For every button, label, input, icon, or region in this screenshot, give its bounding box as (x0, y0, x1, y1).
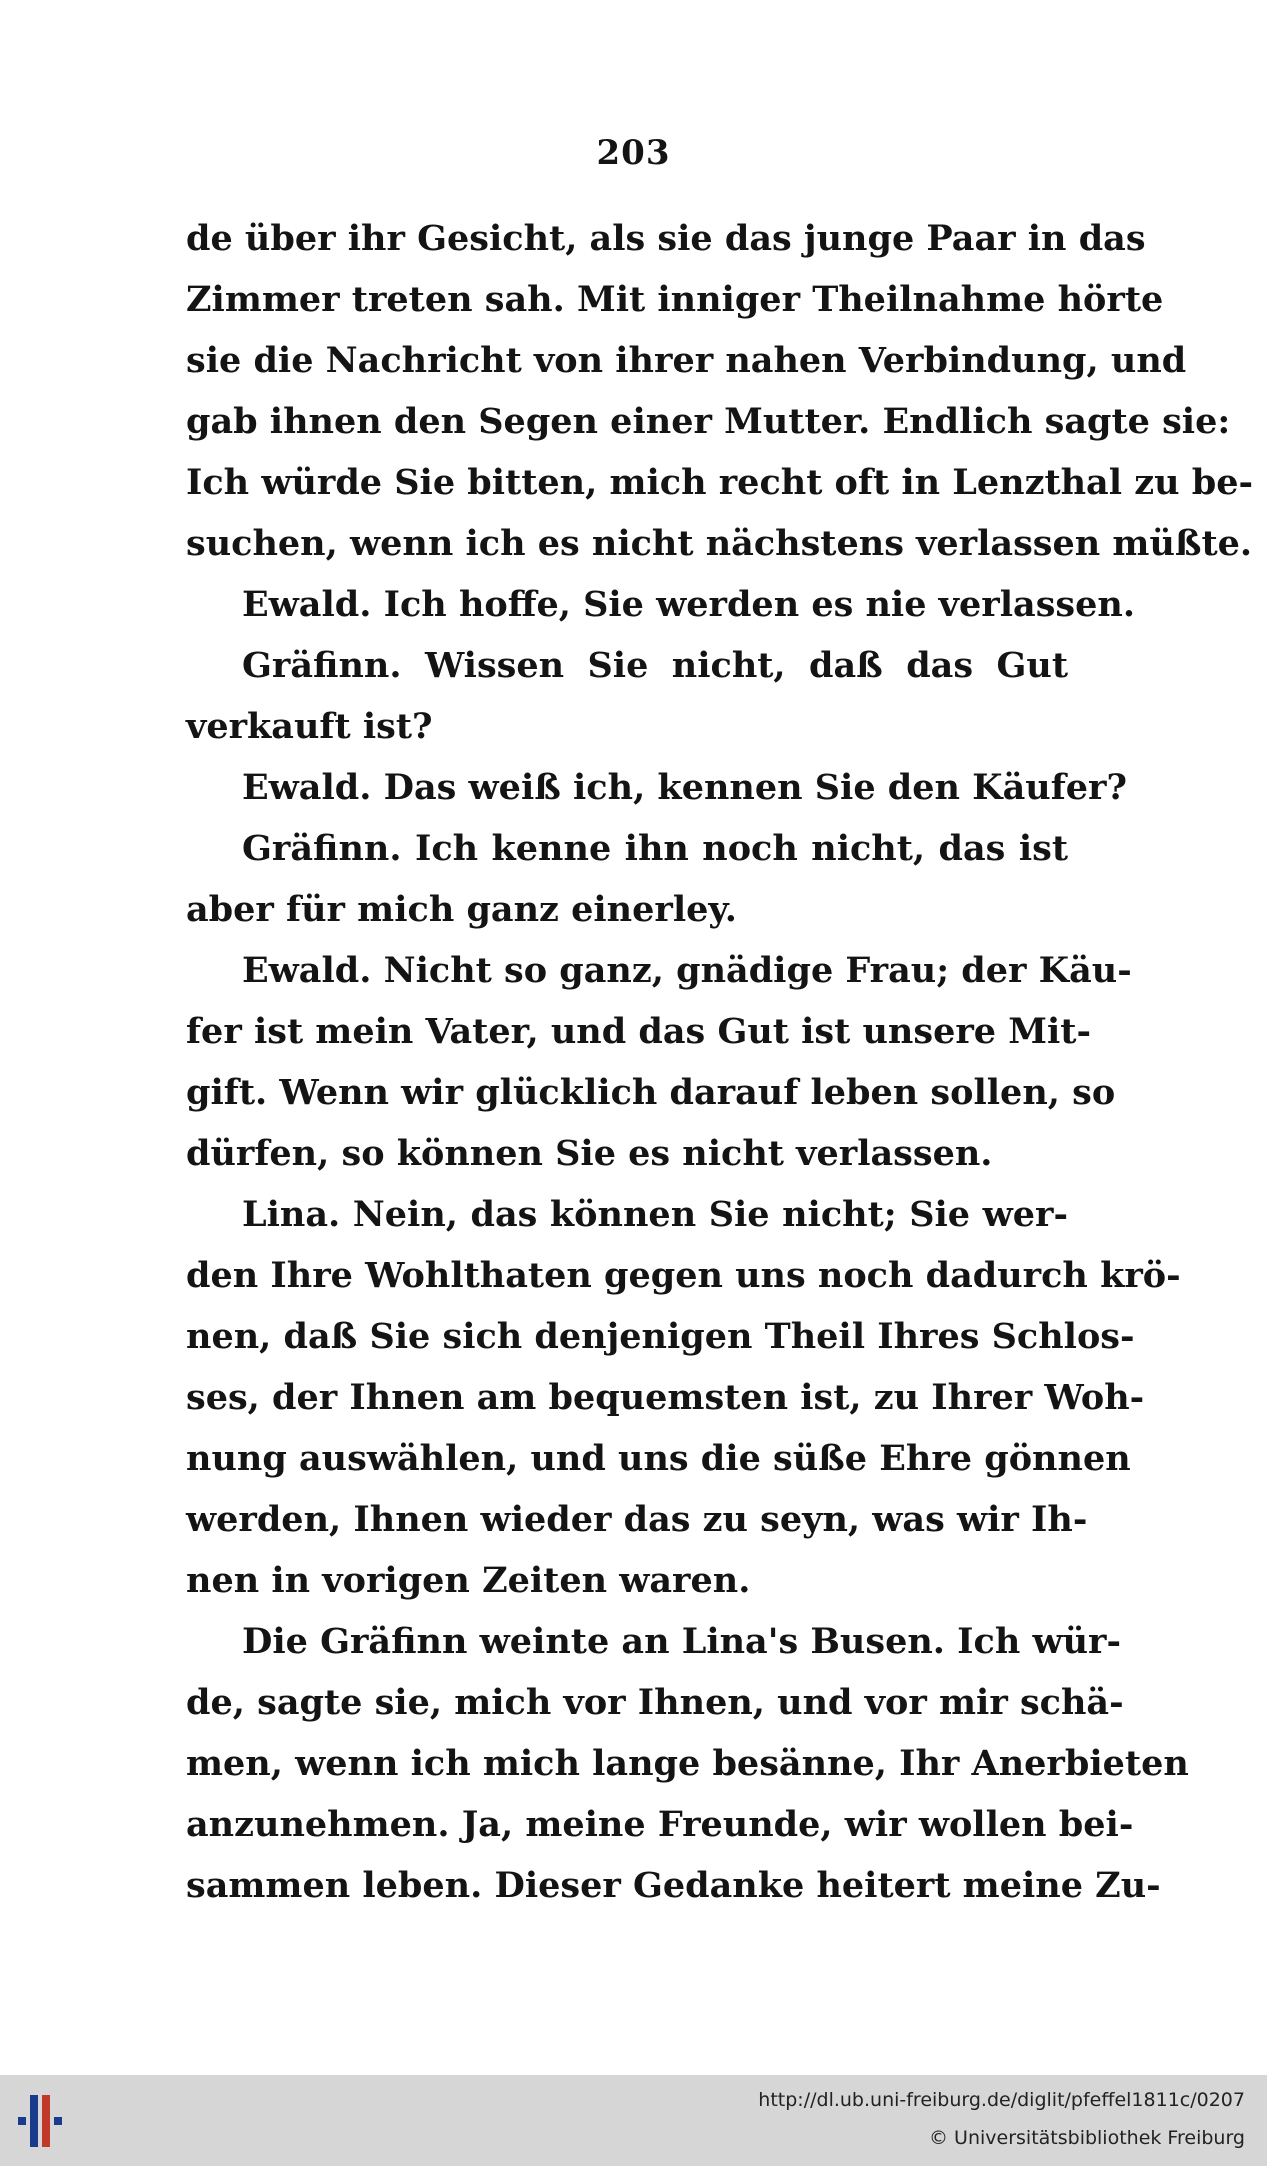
text-line: werden, Ihnen wieder das zu seyn, was wir Ih- (186, 1499, 1088, 1540)
text-line: Gräfinn. Ich kenne ihn noch nicht, das ist (242, 828, 1068, 869)
text-line: dürfen, so können Sie es nicht verlassen. (186, 1133, 993, 1174)
text-line: nen, daß Sie sich denjenigen Theil Ihres Schlos- (186, 1316, 1135, 1357)
text-line: fer ist mein Vater, und das Gut ist unsere Mit- (186, 1011, 1091, 1052)
text-line: suchen, wenn ich es nicht nächstens verlassen müßte. (186, 523, 1253, 564)
text-line: Zimmer treten sah. Mit inniger Theilnahme hörte (186, 279, 1164, 320)
page-number: 203 (596, 133, 671, 173)
text-line: gab ihnen den Segen einer Mutter. Endlich sagte sie: (186, 401, 1231, 442)
text-line: anzunehmen. Ja, meine Freunde, wir wollen bei- (186, 1804, 1134, 1845)
text-line: den Ihre Wohlthaten gegen uns noch dadurch krö- (186, 1255, 1181, 1296)
text-line: aber für mich ganz einerley. (186, 889, 737, 930)
text-line: Lina. Nein, das können Sie nicht; Sie wer- (242, 1194, 1068, 1235)
text-line: nen in vorigen Zeiten waren. (186, 1560, 751, 1601)
source-url[interactable]: http://dl.ub.uni-freiburg.de/diglit/pfeffel1811c/0207 (758, 2089, 1245, 2111)
text-line: verkauft ist? (186, 706, 433, 747)
text-line: sie die Nachricht von ihrer nahen Verbindung, und (186, 340, 1187, 381)
text-line: nung auswählen, und uns die süße Ehre gönnen (186, 1438, 1131, 1479)
text-line: men, wenn ich mich lange besänne, Ihr Anerbieten (186, 1743, 1189, 1784)
page-text (186, 208, 1253, 1916)
text-line: Ewald. Ich hoffe, Sie werden es nie verlassen. (242, 584, 1136, 625)
copyright-notice: © Universitätsbibliothek Freiburg (929, 2127, 1245, 2149)
ub-freiburg-logo-icon[interactable] (18, 2087, 66, 2155)
text-line: de, sagte sie, mich vor Ihnen, und vor mir schä- (186, 1682, 1124, 1723)
text-line: sammen leben. Dieser Gedanke heitert meine Zu- (186, 1865, 1161, 1906)
text-line: ses, der Ihnen am bequemsten ist, zu Ihrer Woh- (186, 1377, 1145, 1418)
text-line: gift. Wenn wir glücklich darauf leben sollen, so (186, 1072, 1116, 1113)
text-line: Die Gräfinn weinte an Lina's Busen. Ich wür- (242, 1621, 1122, 1662)
text-line: Ewald. Das weiß ich, kennen Sie den Käufer? (242, 767, 1127, 808)
text-line: Gräfinn. Wissen Sie nicht, daß das Gut (242, 645, 1068, 686)
text-line: Ich würde Sie bitten, mich recht oft in Lenzthal zu be- (186, 462, 1253, 503)
footer-bar (0, 2075, 1267, 2166)
text-line: de über ihr Gesicht, als sie das junge Paar in das (186, 218, 1146, 259)
text-line: Ewald. Nicht so ganz, gnädige Frau; der Käu- (242, 950, 1132, 991)
